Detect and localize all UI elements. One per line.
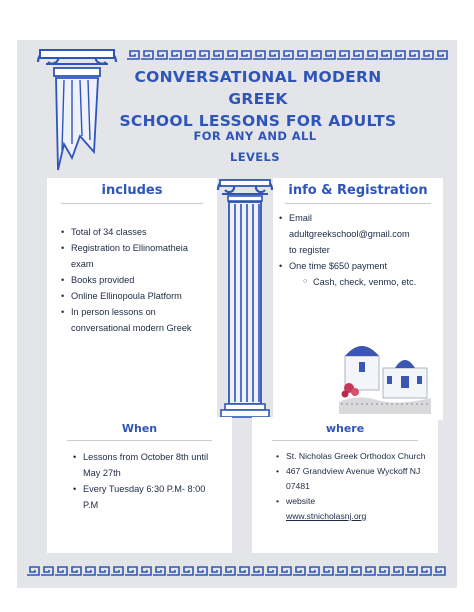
- list-item: • Every Tuesday 6:30 P.M- 8:00 P.M: [73, 481, 223, 513]
- where-heading: where: [325, 422, 365, 435]
- subtitle-line-1: FOR ANY AND ALL: [193, 129, 317, 143]
- info-divider: [285, 203, 431, 204]
- where-card: [252, 417, 438, 553]
- payment-item: [279, 258, 441, 290]
- email-label: • Email: [289, 213, 312, 223]
- list-item: • Registration to Ellinomatheia exam: [61, 240, 211, 272]
- church-item: • St. Nicholas Greek Orthodox Church: [276, 449, 434, 464]
- email-suffix: to register: [289, 245, 330, 255]
- payment-text: • One time $650 payment: [289, 261, 388, 271]
- when-list: [73, 449, 223, 513]
- info-list: [279, 210, 441, 290]
- list-item: • Total of 34 classes: [61, 224, 211, 240]
- when-card: [47, 417, 232, 553]
- website-label: • website: [286, 496, 316, 506]
- includes-card: [47, 178, 217, 420]
- title-line-2: SCHOOL LESSONS FOR ADULTS: [119, 112, 397, 130]
- title-line-1: CONVERSATIONAL MODERN GREEK: [134, 68, 382, 108]
- when-heading: When: [121, 422, 158, 435]
- flyer-subtitle: [170, 126, 340, 168]
- includes-list: [61, 224, 211, 336]
- payment-sublist: [289, 274, 441, 290]
- email-address[interactable]: adultgreekschool@gmail.com: [289, 229, 410, 239]
- flyer-title: [108, 66, 408, 132]
- subtitle-line-2: LEVELS: [230, 150, 280, 164]
- includes-divider: [61, 203, 203, 204]
- website-link[interactable]: www.stnicholasnj.org: [286, 511, 367, 521]
- when-divider: [67, 440, 212, 441]
- list-item: • Online Ellinopoula Platform: [61, 288, 211, 304]
- address-item: • 467 Grandview Avenue Wyckoff NJ 07481: [276, 464, 434, 494]
- includes-heading: includes: [101, 183, 163, 198]
- list-item: • Books provided: [61, 272, 211, 288]
- list-item: • In person lessons on conversational modern Greek: [61, 304, 211, 336]
- info-heading: info & Registration: [288, 183, 428, 198]
- email-item: [279, 210, 441, 258]
- greek-key-border-top-icon: [127, 50, 449, 60]
- list-item: • Lessons from October 8th until May 27th: [73, 449, 223, 481]
- website-item: [276, 494, 434, 524]
- where-divider: [272, 440, 418, 441]
- ionic-column-icon: [214, 176, 276, 420]
- santorini-church-illustration: [337, 318, 433, 414]
- info-card: [273, 178, 443, 420]
- where-list: [276, 449, 434, 524]
- payment-methods: ○ Cash, check, venmo, etc.: [303, 274, 441, 290]
- greek-key-border-bottom-icon: [27, 566, 447, 576]
